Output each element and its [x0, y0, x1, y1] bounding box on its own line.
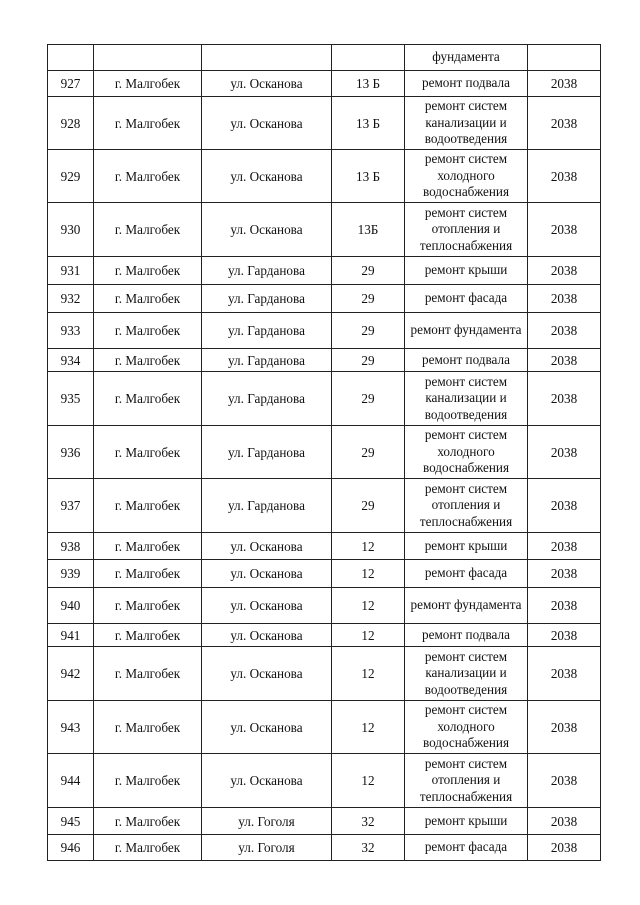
cell-num: 930: [48, 203, 94, 257]
cell-num: 944: [48, 754, 94, 808]
cell-num: 938: [48, 533, 94, 560]
cell-city: г. Малгобек: [94, 533, 202, 560]
cell-year: [528, 45, 601, 71]
cell-house: 32: [332, 835, 405, 861]
cell-house: 12: [332, 754, 405, 808]
cell-num: 933: [48, 313, 94, 349]
cell-year: 2038: [528, 754, 601, 808]
table-row-continuation: [48, 45, 601, 71]
cell-num: 929: [48, 150, 94, 203]
cell-year: 2038: [528, 426, 601, 479]
table-row: [48, 479, 601, 533]
cell-house: 29: [332, 285, 405, 313]
cell-city: г. Малгобек: [94, 97, 202, 150]
cell-work: ремонт систем отопления и теплоснабжения: [405, 479, 528, 533]
cell-house: 29: [332, 426, 405, 479]
cell-house: 29: [332, 257, 405, 285]
cell-street: ул. Осканова: [202, 203, 332, 257]
cell-year: 2038: [528, 647, 601, 701]
cell-street: ул. Осканова: [202, 533, 332, 560]
cell-house: 29: [332, 349, 405, 372]
cell-city: г. Малгобек: [94, 203, 202, 257]
cell-year: 2038: [528, 97, 601, 150]
cell-num: 937: [48, 479, 94, 533]
cell-city: г. Малгобек: [94, 349, 202, 372]
cell-street: ул. Осканова: [202, 754, 332, 808]
cell-house: 12: [332, 588, 405, 624]
cell-city: г. Малгобек: [94, 560, 202, 588]
table-row: [48, 647, 601, 701]
cell-house: 12: [332, 701, 405, 754]
cell-city: г. Малгобек: [94, 150, 202, 203]
cell-work: ремонт систем холодного водоснабжения: [405, 701, 528, 754]
cell-street: ул. Гоголя: [202, 835, 332, 861]
cell-street: ул. Осканова: [202, 647, 332, 701]
cell-work: ремонт систем отопления и теплоснабжения: [405, 203, 528, 257]
cell-house: 12: [332, 560, 405, 588]
cell-year: 2038: [528, 835, 601, 861]
table-row: [48, 588, 601, 624]
table-row: [48, 97, 601, 150]
cell-city: г. Малгобек: [94, 479, 202, 533]
cell-num: 934: [48, 349, 94, 372]
table-row: [48, 203, 601, 257]
cell-city: г. Малгобек: [94, 285, 202, 313]
cell-city: г. Малгобек: [94, 754, 202, 808]
cell-num: 941: [48, 624, 94, 647]
cell-num: 940: [48, 588, 94, 624]
cell-year: 2038: [528, 150, 601, 203]
cell-city: г. Малгобек: [94, 701, 202, 754]
cell-street: ул. Осканова: [202, 150, 332, 203]
cell-house: 13 Б: [332, 71, 405, 97]
cell-house: 12: [332, 533, 405, 560]
table-row: [48, 426, 601, 479]
cell-year: 2038: [528, 533, 601, 560]
cell-street: ул. Осканова: [202, 588, 332, 624]
cell-city: г. Малгобек: [94, 426, 202, 479]
cell-year: 2038: [528, 808, 601, 835]
cell-work: ремонт крыши: [405, 808, 528, 835]
cell-work: ремонт фасада: [405, 285, 528, 313]
table-row: [48, 372, 601, 426]
cell-street: [202, 45, 332, 71]
cell-work: ремонт подвала: [405, 349, 528, 372]
cell-house: [332, 45, 405, 71]
table-row: [48, 285, 601, 313]
cell-year: 2038: [528, 588, 601, 624]
cell-city: г. Малгобек: [94, 313, 202, 349]
cell-year: 2038: [528, 257, 601, 285]
cell-house: 32: [332, 808, 405, 835]
cell-street: ул. Гарданова: [202, 313, 332, 349]
cell-year: 2038: [528, 71, 601, 97]
cell-city: г. Малгобек: [94, 808, 202, 835]
cell-street: ул. Осканова: [202, 624, 332, 647]
cell-year: 2038: [528, 560, 601, 588]
cell-house: 12: [332, 624, 405, 647]
cell-street: ул. Гарданова: [202, 349, 332, 372]
table-row: [48, 257, 601, 285]
cell-house: 13 Б: [332, 97, 405, 150]
cell-house: 12: [332, 647, 405, 701]
cell-street: ул. Осканова: [202, 97, 332, 150]
cell-street: ул. Гарданова: [202, 285, 332, 313]
cell-work: ремонт систем холодного водоснабжения: [405, 426, 528, 479]
cell-city: г. Малгобек: [94, 257, 202, 285]
cell-work: ремонт систем канализации и водоотведения: [405, 97, 528, 150]
table-body: [48, 45, 601, 861]
cell-work: ремонт фасада: [405, 835, 528, 861]
cell-num: 945: [48, 808, 94, 835]
cell-work: ремонт крыши: [405, 257, 528, 285]
table-row: [48, 313, 601, 349]
cell-year: 2038: [528, 624, 601, 647]
table-row: [48, 808, 601, 835]
cell-work: ремонт систем канализации и водоотведения: [405, 372, 528, 426]
cell-street: ул. Осканова: [202, 701, 332, 754]
cell-num: 939: [48, 560, 94, 588]
cell-street: ул. Осканова: [202, 71, 332, 97]
cell-work: ремонт систем холодного водоснабжения: [405, 150, 528, 203]
cell-work: фундамента: [405, 45, 528, 71]
cell-work: ремонт систем отопления и теплоснабжения: [405, 754, 528, 808]
cell-year: 2038: [528, 203, 601, 257]
document-page: [47, 44, 601, 861]
cell-street: ул. Гарданова: [202, 426, 332, 479]
cell-num: 935: [48, 372, 94, 426]
cell-num: [48, 45, 94, 71]
cell-year: 2038: [528, 349, 601, 372]
table-row: [48, 754, 601, 808]
cell-year: 2038: [528, 372, 601, 426]
cell-work: ремонт фундамента: [405, 588, 528, 624]
cell-city: [94, 45, 202, 71]
cell-year: 2038: [528, 313, 601, 349]
table-row: [48, 533, 601, 560]
table-row: [48, 150, 601, 203]
table-row: [48, 835, 601, 861]
cell-work: ремонт фасада: [405, 560, 528, 588]
cell-city: г. Малгобек: [94, 624, 202, 647]
cell-street: ул. Гарданова: [202, 257, 332, 285]
cell-work: ремонт подвала: [405, 624, 528, 647]
cell-num: 931: [48, 257, 94, 285]
table-row: [48, 701, 601, 754]
cell-num: 927: [48, 71, 94, 97]
table-row: [48, 349, 601, 372]
cell-work: ремонт систем канализации и водоотведения: [405, 647, 528, 701]
cell-year: 2038: [528, 285, 601, 313]
cell-street: ул. Осканова: [202, 560, 332, 588]
cell-num: 943: [48, 701, 94, 754]
cell-num: 928: [48, 97, 94, 150]
cell-year: 2038: [528, 701, 601, 754]
cell-work: ремонт фундамента: [405, 313, 528, 349]
cell-work: ремонт крыши: [405, 533, 528, 560]
cell-city: г. Малгобек: [94, 372, 202, 426]
cell-street: ул. Гарданова: [202, 479, 332, 533]
table-row: [48, 560, 601, 588]
cell-city: г. Малгобек: [94, 835, 202, 861]
table-row: [48, 624, 601, 647]
cell-city: г. Малгобек: [94, 647, 202, 701]
cell-num: 932: [48, 285, 94, 313]
cell-street: ул. Гарданова: [202, 372, 332, 426]
cell-city: г. Малгобек: [94, 588, 202, 624]
repair-schedule-table: [47, 44, 601, 861]
cell-num: 942: [48, 647, 94, 701]
cell-house: 13Б: [332, 203, 405, 257]
cell-year: 2038: [528, 479, 601, 533]
cell-num: 946: [48, 835, 94, 861]
table-row: [48, 71, 601, 97]
cell-street: ул. Гоголя: [202, 808, 332, 835]
cell-house: 29: [332, 372, 405, 426]
cell-city: г. Малгобек: [94, 71, 202, 97]
cell-house: 13 Б: [332, 150, 405, 203]
cell-house: 29: [332, 313, 405, 349]
cell-num: 936: [48, 426, 94, 479]
cell-work: ремонт подвала: [405, 71, 528, 97]
cell-house: 29: [332, 479, 405, 533]
